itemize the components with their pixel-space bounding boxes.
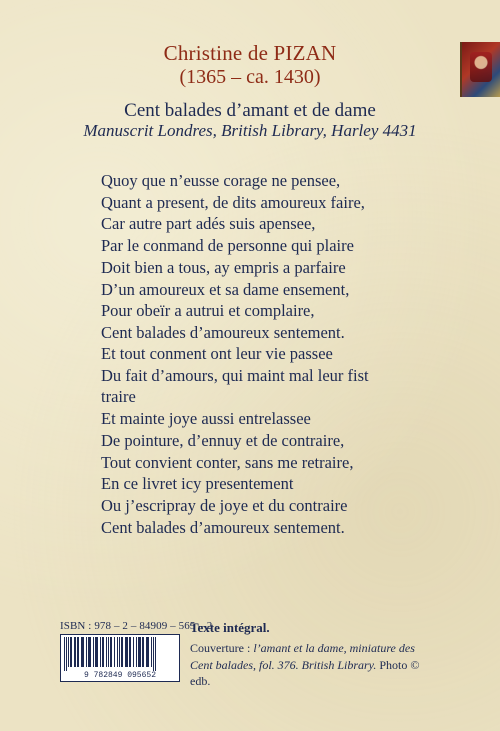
barcode-bar	[81, 637, 84, 667]
poem-line: D’un amoureux et sa dame ensement,	[101, 279, 350, 299]
barcode-bar	[106, 637, 107, 667]
barcode-bar	[95, 637, 98, 667]
barcode-bar	[100, 637, 101, 667]
barcode-bar	[114, 637, 115, 667]
barcode-bar	[110, 637, 112, 667]
barcode-bar	[133, 637, 134, 667]
poem-line: Pour obeïr a autrui et complaire,	[101, 301, 315, 321]
cover-credit-suffix: Photo © edb.	[190, 657, 420, 688]
poem-line: Tout convient conter, sans me retraire,	[101, 452, 354, 472]
barcode-number: 9 782849 095652	[61, 671, 179, 680]
barcode	[60, 634, 180, 682]
isbn-label: ISBN : 978 – 2 – 84909 – 565 – 2	[60, 620, 213, 632]
poem-line: Et mainte joye aussi entrelassee	[101, 409, 311, 429]
barcode-bar	[125, 637, 128, 667]
barcode-bar	[102, 637, 104, 667]
poem-line: Quant a present, de dits amoureux faire,	[101, 192, 365, 212]
poem-stanza-1	[101, 170, 431, 344]
poem-stanza-2	[101, 343, 431, 538]
barcode-bar	[74, 637, 76, 667]
barcode-bar	[93, 637, 94, 667]
poem-line: Cent balades d’amoureux sentement.	[101, 517, 345, 537]
barcode-bar	[138, 637, 141, 667]
full-text-note: Texte intégral.	[190, 620, 270, 635]
poem-line: Par le conmand de personne qui plaire	[101, 236, 354, 256]
author-dates: (1365 – ca. 1430)	[179, 66, 321, 88]
barcode-bar	[121, 637, 123, 667]
barcode-bar	[153, 637, 154, 671]
poem-line: Ou j’escripray de joye et du contraire	[101, 495, 348, 515]
poem-line: De pointure, d’ennuy et de contraire,	[101, 430, 345, 450]
barcode-bar	[64, 637, 65, 671]
barcode-bar	[88, 637, 91, 667]
barcode-bar	[146, 637, 149, 667]
barcode-bar	[77, 637, 79, 667]
cover-credit-italic: l’amant et la dame, miniature des Cent balades, fol. 376. British Library.	[190, 641, 415, 672]
barcode-bar	[155, 637, 156, 671]
poem-line: traire	[101, 387, 136, 407]
barcode-bar	[70, 637, 72, 667]
barcode-bar	[108, 637, 109, 667]
barcode-bar	[66, 637, 67, 671]
poem-line: Cent balades d’amoureux sentement.	[101, 322, 345, 342]
barcode-bar	[68, 637, 69, 667]
cover-credit-prefix: Couverture :	[190, 641, 254, 655]
barcode-bar	[129, 637, 131, 667]
poem-line: Et tout conment ont leur vie passee	[101, 344, 333, 363]
barcode-bar	[86, 637, 87, 667]
cover-credit	[190, 640, 435, 690]
book-title: Cent balades d’amant et de dame	[124, 100, 376, 121]
barcode-bar	[151, 637, 152, 667]
barcode-bars	[63, 637, 177, 671]
poem-line: En ce livret icy presentement	[101, 474, 294, 494]
poem-line: Car autre part adés suis apensee,	[101, 214, 316, 234]
poem-line: Quoy que n’eusse corage ne pensee,	[101, 171, 341, 190]
barcode-bar	[119, 637, 120, 667]
poem-line: Doit bien a tous, ay empris a parfaire	[101, 257, 346, 277]
barcode-bar	[142, 637, 144, 667]
poem-line: Du fait d’amours, qui maint mal leur fist	[101, 365, 369, 385]
barcode-bar	[136, 637, 137, 667]
manuscript-source: Manuscrit Londres, British Library, Harley 4431	[83, 121, 417, 140]
author-name: Christine de PIZAN	[163, 41, 337, 65]
barcode-bar	[117, 637, 118, 667]
